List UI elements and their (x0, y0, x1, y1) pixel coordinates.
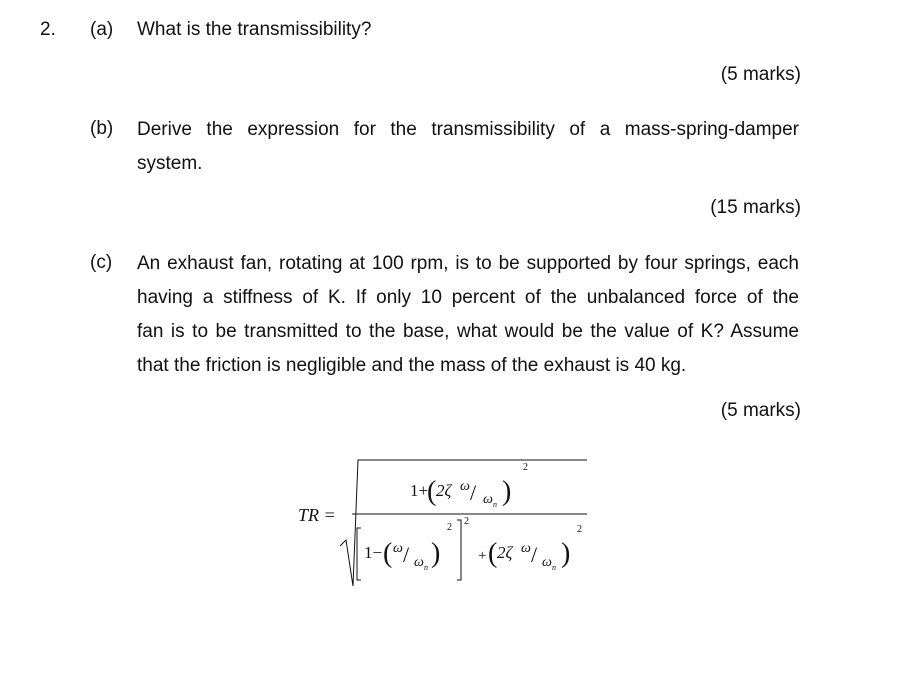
part-c-line-2: having a stiffness of K. If only 10 percent of the unbalanced force of the (137, 287, 799, 308)
numerator-omega: ω (460, 479, 470, 494)
denominator-sub-n: n (424, 563, 428, 572)
denominator-two-zeta: 2ζ (497, 543, 513, 562)
denominator-bracket-left (357, 528, 361, 580)
denominator-omega-n: ω (414, 555, 424, 570)
numerator-omega-n: ω (483, 492, 493, 507)
denominator-bracket-right (457, 520, 461, 580)
part-c-line-4: that the friction is negligible and the mass of the exhaust is 40 kg. (137, 355, 687, 376)
denominator-slash: / (403, 542, 410, 567)
part-b-line-1: Derive the expression for the transmissibility of a mass-spring-damper (137, 119, 799, 140)
numerator-paren-right: ) (502, 476, 512, 507)
numerator-one-plus: 1+ (410, 481, 429, 500)
numerator-paren-left: ( (427, 476, 437, 507)
part-b-line-2: system. (137, 153, 203, 174)
part-a-marks: (5 marks) (720, 64, 801, 85)
part-c-question (137, 253, 799, 383)
part-c-marks: (5 marks) (720, 400, 801, 421)
numerator-sub-n: n (493, 500, 497, 509)
transmissibility-formula (290, 448, 600, 588)
part-b-marks: (15 marks) (710, 197, 801, 218)
denominator-one-minus: 1− (364, 543, 383, 562)
denominator-paren-right: ) (431, 538, 441, 569)
part-c-label: (c) (90, 252, 113, 273)
denominator-bracket-exponent: 2 (464, 516, 469, 527)
numerator-slash: / (470, 480, 477, 505)
denominator-omega-2: ω (521, 541, 531, 556)
denominator-paren2-left: ( (488, 538, 498, 569)
part-a-question: What is the transmissibility? (137, 19, 372, 40)
part-b-label: (b) (90, 118, 114, 139)
denominator-omega: ω (393, 541, 403, 556)
question-number: 2. (40, 19, 56, 40)
formula-svg (290, 448, 600, 588)
part-a-label: (a) (90, 19, 114, 40)
part-c-line-3: fan is to be transmitted to the base, what would be the value of K? Assume (137, 321, 799, 342)
denominator-sub-n-2: n (552, 563, 556, 572)
denominator-plus: + (478, 548, 487, 564)
numerator-two-zeta: 2ζ (436, 481, 452, 500)
denominator-paren2-right: ) (561, 538, 571, 569)
denominator-omega-n-2: ω (542, 555, 552, 570)
denominator-slash-2: / (531, 542, 538, 567)
part-b-question (137, 119, 799, 179)
denominator-inner-exponent: 2 (447, 522, 452, 533)
formula-lhs: TR = (298, 505, 336, 525)
numerator-exponent: 2 (523, 462, 528, 473)
denominator-outer-exponent: 2 (577, 524, 582, 535)
part-c-line-1: An exhaust fan, rotating at 100 rpm, is to be supported by four springs, each (137, 253, 799, 274)
denominator-paren-left: ( (383, 538, 393, 569)
